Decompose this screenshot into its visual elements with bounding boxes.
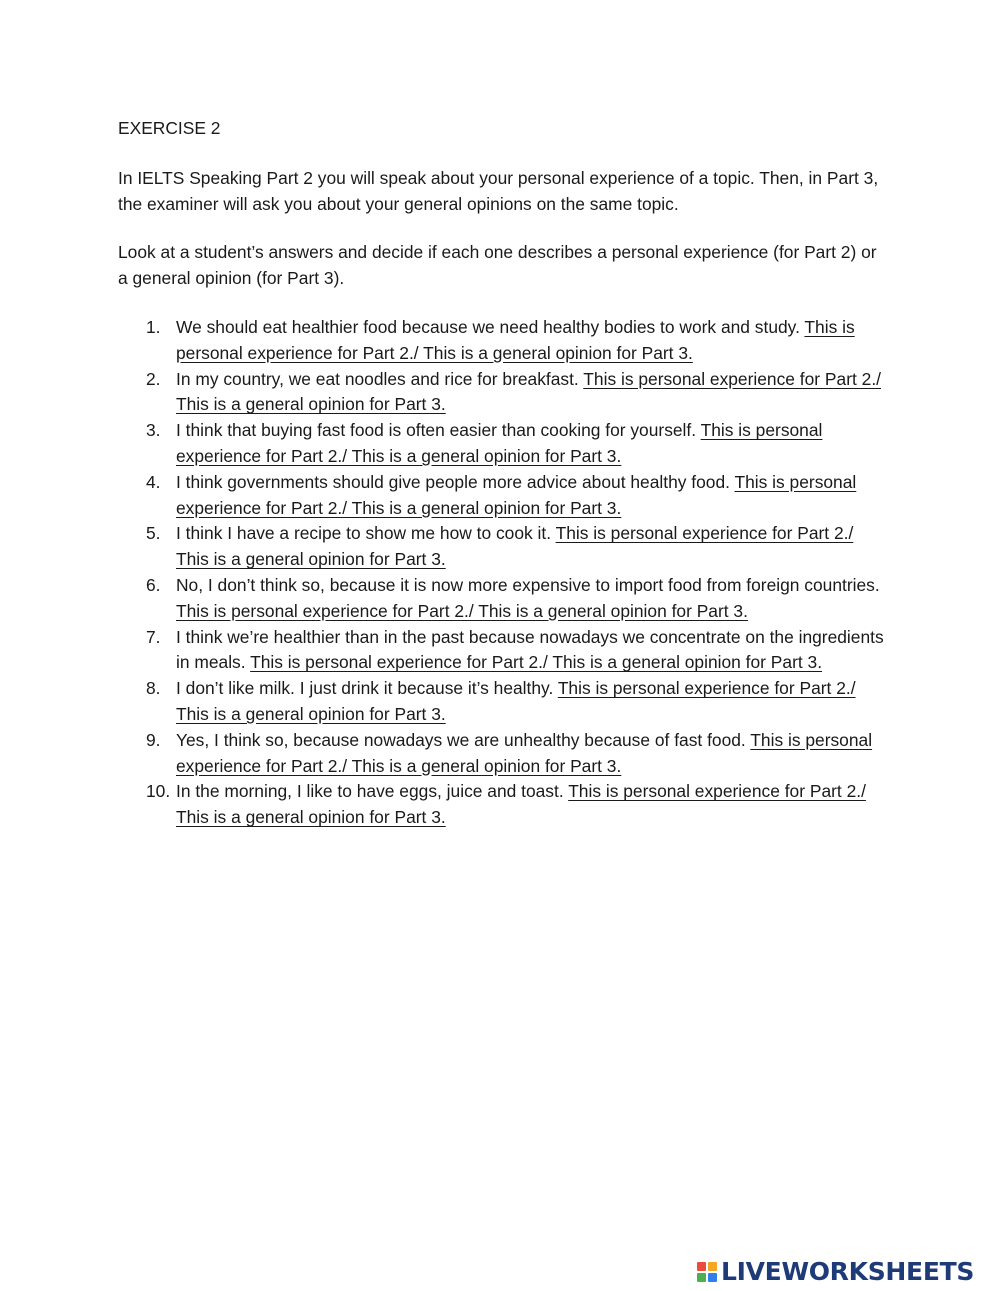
list-item	[118, 418, 888, 470]
answer-choice[interactable]: This is personal experience for Part 2./ This is a general opinion for Part 3.	[176, 420, 823, 466]
list-item	[118, 779, 888, 831]
question-text: I don’t like milk. I just drink it because it’s healthy.	[176, 678, 558, 699]
list-item	[118, 728, 888, 780]
intro-paragraph-1: In IELTS Speaking Part 2 you will speak about your personal experience of a topic. Then, in Part 3, the examiner will ask you about your general opinions on the same topic.	[118, 167, 879, 214]
question-number: 5.	[146, 523, 161, 544]
logo-block-orange	[708, 1262, 717, 1271]
logo-block-blue	[708, 1273, 717, 1282]
answer-choice[interactable]: This is personal experience for Part 2./ This is a general opinion for Part 3.	[176, 523, 854, 570]
answer-choice[interactable]: This is personal experience for Part 2./ This is a general opinion for Part 3.	[176, 729, 873, 776]
question-text: We should eat healthier food because we need healthy bodies to work and study.	[176, 316, 805, 337]
question-text: In the morning, I like to have eggs, juice and toast.	[176, 781, 569, 802]
list-item	[118, 676, 888, 728]
question-number: 1.	[146, 316, 161, 337]
question-number: 9.	[146, 729, 161, 750]
liveworksheets-logo	[697, 1256, 974, 1286]
logo-text: LIVEWORKSHEETS	[721, 1256, 975, 1286]
question-number: 2.	[146, 368, 161, 389]
question-text: I think I have a recipe to show me how to cook it.	[176, 523, 556, 544]
question-number: 3.	[146, 420, 161, 441]
list-item	[118, 521, 888, 573]
logo-blocks-icon	[697, 1262, 717, 1282]
question-text: No, I don’t think so, because it is now more expensive to import food from foreign countries.	[176, 574, 880, 595]
question-text: I think that buying fast food is often easier than cooking for yourself.	[176, 420, 701, 441]
answer-choice[interactable]: This is personal experience for Part 2./ This is a general opinion for Part 3.	[176, 678, 856, 724]
question-number: 10.	[146, 781, 171, 802]
list-item	[118, 625, 888, 677]
answer-choice[interactable]: This is personal experience for Part 2./ This is a general opinion for Part 3.	[250, 652, 823, 673]
list-item	[118, 367, 888, 419]
answer-choice[interactable]: This is personal experience for Part 2./ This is a general opinion for Part 3.	[176, 600, 748, 621]
list-item	[118, 470, 888, 522]
answer-choice[interactable]: This is personal experience for Part 2./ This is a general opinion for Part 3.	[176, 368, 881, 415]
exercise-title: EXERCISE 2	[118, 118, 221, 138]
intro-paragraph-2: Look at a student’s answers and decide if each one describes a personal experience (for Part 2) or a general opinion (for Part 3).	[118, 242, 877, 289]
answer-choice[interactable]: This is personal experience for Part 2./ This is a general opinion for Part 3.	[176, 316, 855, 363]
question-number: 4.	[146, 471, 161, 492]
logo-block-red	[697, 1262, 706, 1271]
question-list	[118, 315, 888, 831]
question-text: In my country, we eat noodles and rice for breakfast.	[176, 368, 584, 389]
question-number: 7.	[146, 626, 161, 647]
question-text: Yes, I think so, because nowadays we are unhealthy because of fast food.	[176, 729, 751, 750]
answer-choice[interactable]: This is personal experience for Part 2./ This is a general opinion for Part 3.	[176, 471, 857, 518]
list-item	[118, 573, 888, 625]
question-number: 8.	[146, 678, 161, 699]
worksheet-page	[118, 116, 888, 831]
question-text: I think we’re healthier than in the past because nowadays we concentrate on the ingredients in meals.	[176, 626, 884, 673]
answer-choice[interactable]: This is personal experience for Part 2./ This is a general opinion for Part 3.	[176, 781, 866, 828]
list-item	[118, 315, 888, 367]
logo-block-green	[697, 1273, 706, 1282]
question-number: 6.	[146, 574, 161, 595]
question-text: I think governments should give people more advice about healthy food.	[176, 471, 735, 492]
